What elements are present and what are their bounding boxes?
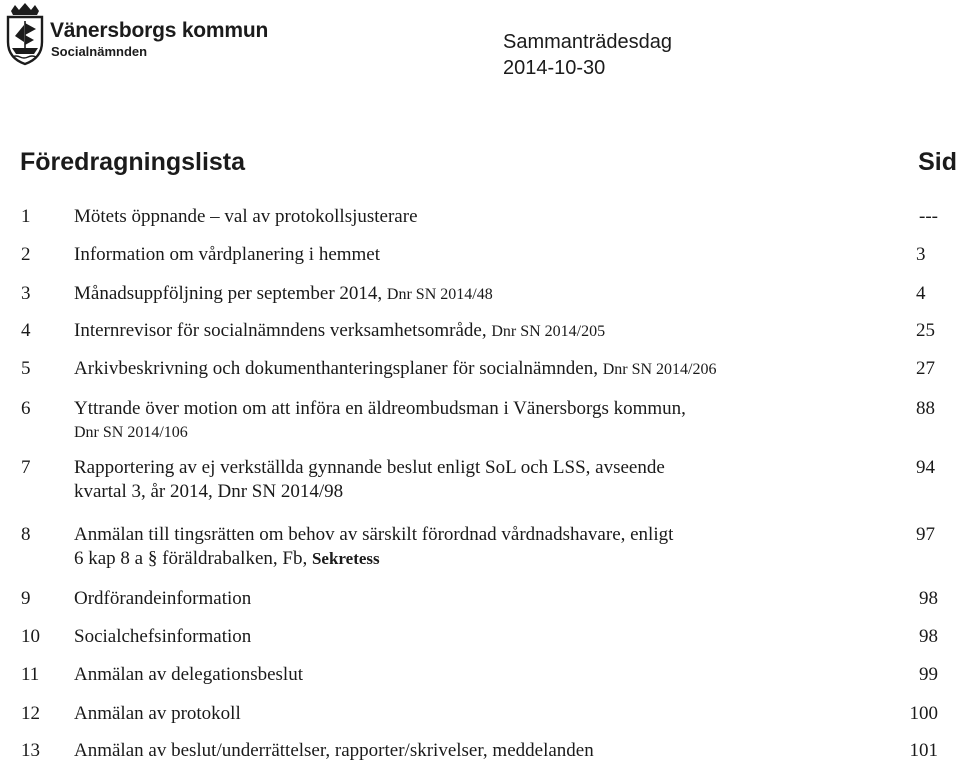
item-title: Ordförandeinformation [74,588,252,609]
meeting-type: Sammanträdesdag [503,31,672,53]
item-title: Månadsuppföljning per september 2014, [74,283,387,304]
secrecy-label: Sekretess [311,549,380,568]
item-number: 5 [21,358,31,379]
item-page: 94 [916,457,935,478]
item-title: Rapportering av ej verkställda gynnande beslut enligt SoL och LSS, avseende [74,457,665,478]
item-title: Anmälan av protokoll [74,703,241,724]
item-number: 12 [21,703,40,724]
item-page: 99 [919,664,938,685]
item-page: --- [919,206,938,227]
item-title: Arkivbeskrivning och dokumenthanteringsplaner för socialnämnden, [74,358,603,379]
item-title: Yttrande över motion om att införa en äldreombudsman i Vänersborgs kommun, [74,398,686,419]
item-dnr: Dnr SN 2014/106 [74,424,188,441]
meeting-date: 2014-10-30 [503,57,606,79]
org-name: Vänersborgs kommun [50,19,269,42]
item-title: Information om vårdplanering i hemmet [74,244,381,265]
item-number: 4 [21,320,31,341]
item-number: 3 [21,283,31,304]
item-number: 6 [21,398,31,419]
item-number: 1 [21,206,31,227]
item-title: Internrevisor för socialnämndens verksamhetsområde, [74,320,492,341]
item-page: 4 [916,283,926,304]
item-dnr: Dnr SN 2014/205 [491,323,606,340]
item-page: 3 [916,244,926,265]
org-department: Socialnämnden [51,44,148,59]
item-page: 101 [909,740,938,761]
item-title: Anmälan till tingsrätten om behov av särskilt förordnad vårdnadshavare, enligt [74,524,674,545]
item-page: 98 [919,588,938,609]
item-page: 27 [916,358,935,379]
item-title-cont: 6 kap 8 a § föräldrabalken, Fb, [74,548,312,569]
page-title: Föredragningslista [20,148,246,176]
item-number: 7 [21,457,31,478]
item-title-cont: kvartal 3, år 2014, Dnr SN 2014/98 [74,481,344,502]
item-page: 100 [909,703,938,724]
item-number: 13 [21,740,40,761]
item-title: Mötets öppnande – val av protokollsjusterare [74,206,418,227]
item-dnr: Dnr SN 2014/206 [602,361,717,378]
item-page: 25 [916,320,935,341]
item-page: 97 [916,524,935,545]
item-number: 11 [21,664,40,685]
item-page: 88 [916,398,935,419]
item-dnr: Dnr SN 2014/48 [386,286,493,303]
item-title: Socialchefsinformation [74,626,252,647]
item-number: 10 [21,626,40,647]
page-column-header: Sid [918,148,957,176]
item-page: 98 [919,626,938,647]
item-title: Anmälan av delegationsbeslut [74,664,303,685]
item-number: 9 [21,588,31,609]
item-number: 8 [21,524,31,545]
item-title: Anmälan av beslut/underrättelser, rapporter/skrivelser, meddelanden [74,740,594,761]
item-number: 2 [21,244,31,265]
